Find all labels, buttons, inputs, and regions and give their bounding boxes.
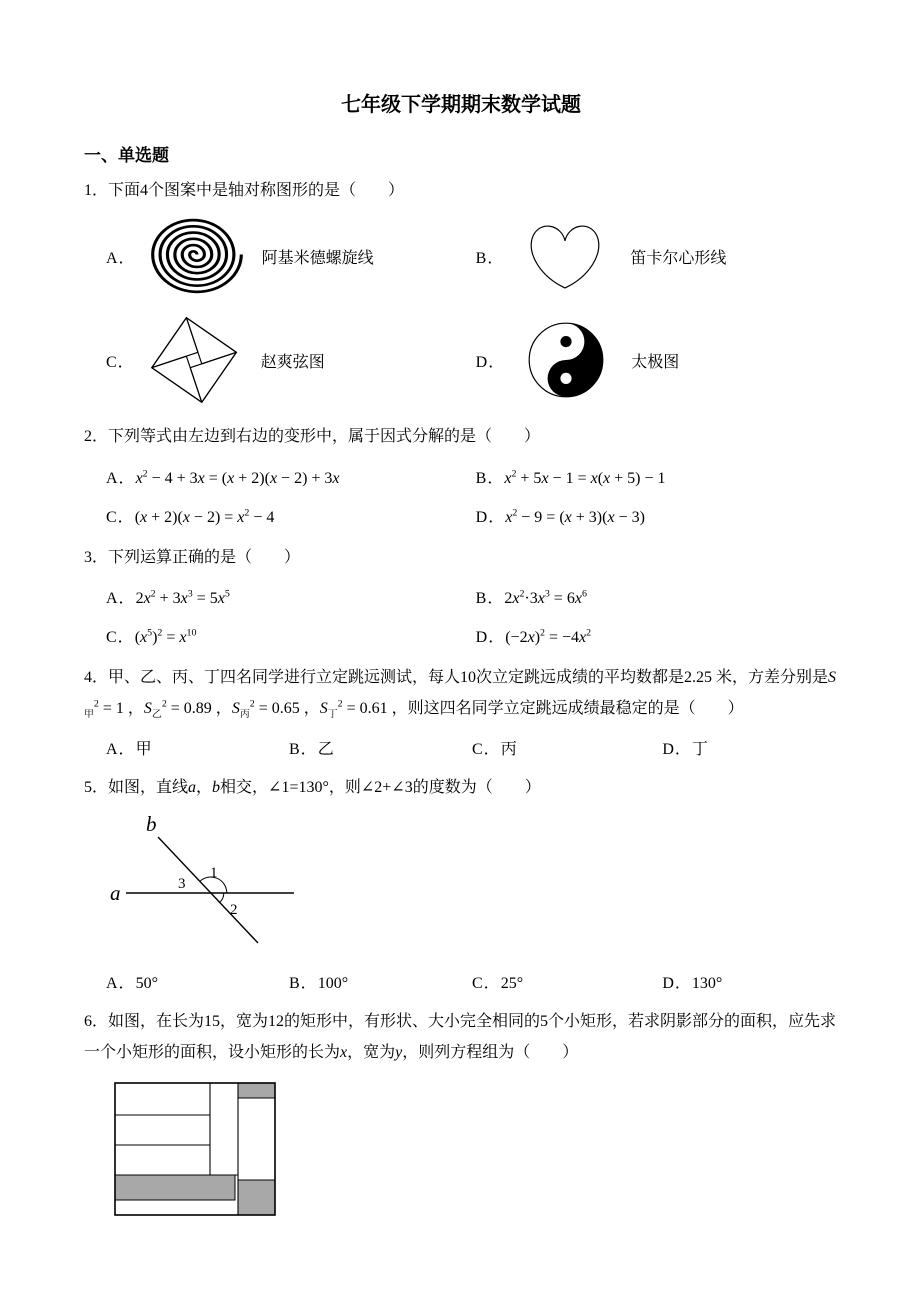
question-3-stem: 3．下列运算正确的是（ ）	[84, 548, 301, 566]
q3-option-d	[476, 624, 838, 647]
q4-option-d-label: D．	[662, 740, 692, 758]
question-4-options	[84, 736, 838, 759]
q2-option-a	[106, 465, 476, 488]
q5-option-b	[289, 970, 472, 993]
angle-3-label: 3	[178, 876, 186, 893]
line-a-label: a	[110, 881, 121, 906]
q1-option-b-label: B．	[475, 249, 505, 267]
question-2-stem: 2．下列等式由左边到右边的变形中，属于因式分解的是（ ）	[84, 428, 541, 446]
question-1	[84, 176, 838, 410]
q5-option-a-text: 50°	[135, 975, 158, 993]
angle-2-label: 2	[230, 902, 238, 919]
q4-option-a-text: 甲	[135, 740, 152, 758]
page-title: 七年级下学期期末数学试题	[341, 94, 581, 116]
question-5-options	[84, 970, 838, 993]
question-1-options	[84, 214, 838, 410]
q1-option-d	[476, 310, 838, 410]
taiji-yin-yang-icon	[513, 320, 619, 400]
q3-option-c-formula: $(x^5)^2 = x^{10}$	[134, 627, 197, 647]
q2-option-a-label: A．	[106, 469, 136, 487]
q5-option-b-text: 100°	[317, 975, 349, 993]
q5-option-c-label: C．	[472, 975, 501, 993]
q3-option-c-label: C．	[106, 629, 135, 647]
question-4-stem: 4．甲、乙、丙、丁四名同学进行立定跳远测试，每人10次立定跳远成绩的平均数都是2.25 米，方差分别是$S_甲^2 = 1$ ，$S_乙^2 = 0.89$ ，$S_丙^2 = 0.65$ ，$S_丁^2 = 0.61$ ，则这四名同学立定跳远成绩最稳定的是（ ）	[84, 669, 837, 720]
cardioid-curve-icon	[512, 214, 618, 298]
q1-option-c-caption: 赵爽弦图	[260, 353, 325, 371]
q3-option-a	[106, 585, 476, 608]
question-3	[84, 543, 838, 647]
q4-option-b-text: 乙	[317, 740, 334, 758]
q4-option-c	[472, 736, 662, 759]
q4-option-c-label: C．	[472, 740, 501, 758]
angle-1-label: 1	[210, 865, 218, 882]
line-b-label: b	[146, 812, 157, 837]
q2-option-d	[476, 504, 838, 527]
q1-option-a	[106, 214, 476, 298]
q2-option-b-formula: $x^2 + 5x - 1 = x(x + 5) - 1$	[504, 468, 666, 487]
q1-option-d-label: D．	[475, 353, 506, 371]
q5-option-d-label: D．	[662, 975, 692, 993]
q1-option-c	[106, 310, 476, 410]
q3-option-b-formula: $2x^2\cdot 3x^3 = 6x^6$	[504, 588, 587, 608]
q4-option-d-text: 丁	[691, 740, 708, 758]
q1-option-a-caption: 阿基米德螺旋线	[261, 249, 374, 267]
q4-option-a	[106, 736, 289, 759]
q2-option-d-formula: $x^2 - 9 = (x + 3)(x - 3)$	[505, 507, 645, 526]
question-6	[84, 1007, 838, 1221]
q2-option-c-formula: $(x + 2)(x - 2) = x^2 - 4$	[134, 507, 275, 526]
question-6-stem: 6．如图，在长为15，宽为12的矩形中，有形状、大小完全相同的5个小矩形，若求阴影部分的面积，应先求一个小矩形的面积，设小矩形的长为x，宽为y，则列方程组为（ ）	[84, 1013, 837, 1061]
q5-option-a-label: A．	[106, 975, 136, 993]
q3-option-a-formula: $2x^2 + 3x^3 = 5x^5$	[135, 588, 230, 608]
q5-option-b-label: B．	[289, 975, 318, 993]
rectangle-grid-figure	[114, 1082, 838, 1221]
intersecting-lines-figure	[106, 811, 838, 958]
q1-option-c-label: C．	[106, 353, 135, 371]
question-3-options	[84, 585, 838, 647]
question-2-options	[84, 465, 838, 527]
q3-option-b	[476, 585, 838, 608]
zhao-shuang-chord-diagram-icon	[143, 310, 249, 410]
q4-option-b-label: B．	[289, 740, 318, 758]
q2-option-a-formula: $x^2 - 4 + 3x = (x + 2)(x - 2) + 3x$	[135, 468, 340, 487]
q3-option-b-label: B．	[475, 590, 505, 608]
q5-option-c	[472, 970, 662, 993]
q4-option-b	[289, 736, 472, 759]
question-2	[84, 422, 838, 526]
q1-option-a-label: A．	[106, 249, 136, 267]
q4-option-a-label: A．	[106, 740, 136, 758]
q4-option-c-text: 丙	[500, 740, 517, 758]
question-1-stem: 1．下面4个图案中是轴对称图形的是（ ）	[84, 182, 405, 199]
question-4	[84, 663, 838, 759]
q3-option-c	[106, 624, 476, 647]
question-5-stem: 5．如图，直线a，b相交，∠1=130°，则∠2+∠3的度数为（ ）	[84, 778, 541, 796]
q1-option-b	[476, 214, 838, 298]
q2-option-b	[476, 465, 838, 488]
archimedean-spiral-icon	[144, 217, 250, 295]
q3-option-d-formula: $(-2x)^2 = -4x^2$	[505, 627, 592, 647]
q1-option-b-caption: 笛卡尔心形线	[630, 249, 727, 267]
q5-option-d-text: 130°	[691, 975, 723, 993]
q2-option-c	[106, 504, 476, 527]
q3-option-a-label: A．	[106, 590, 136, 608]
q5-option-a	[106, 970, 289, 993]
question-5	[84, 773, 838, 993]
q1-option-d-caption: 太极图	[631, 353, 680, 371]
q4-option-d	[662, 736, 838, 759]
q5-option-c-text: 25°	[500, 975, 524, 993]
section-heading: 一、单选题	[84, 146, 169, 165]
q3-option-d-label: D．	[475, 629, 506, 647]
q2-option-c-label: C．	[106, 508, 135, 526]
q2-option-b-label: B．	[475, 469, 505, 487]
q2-option-d-label: D．	[475, 508, 506, 526]
q5-option-d	[662, 970, 838, 993]
